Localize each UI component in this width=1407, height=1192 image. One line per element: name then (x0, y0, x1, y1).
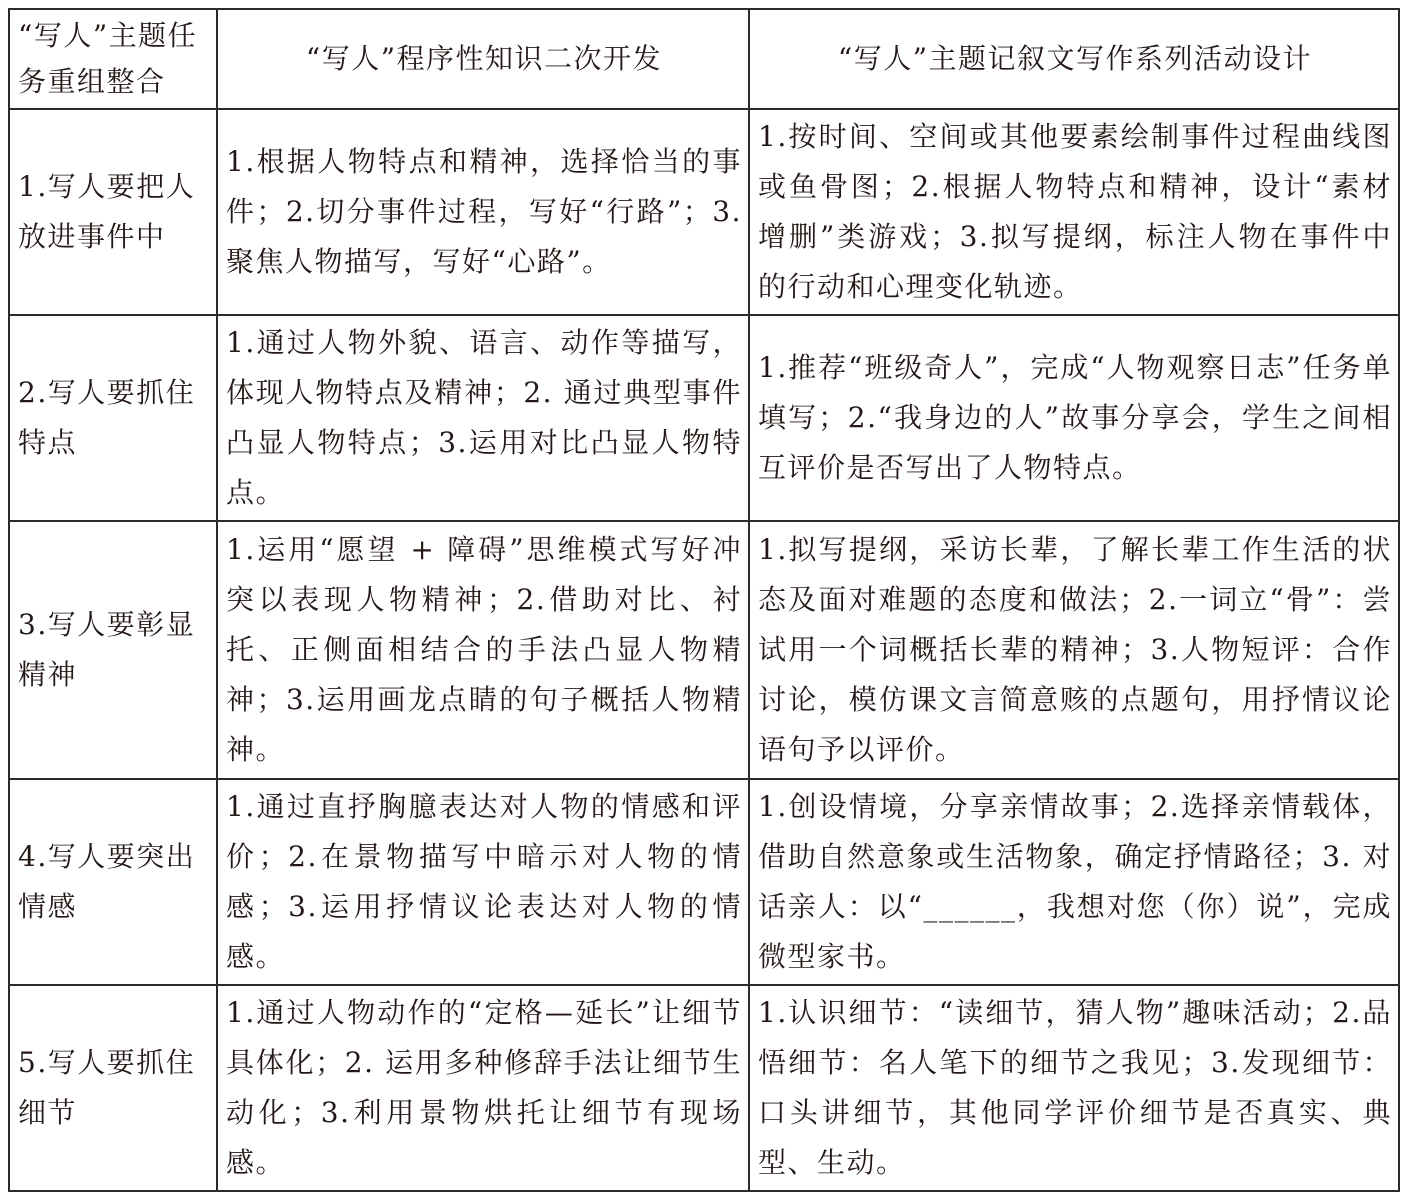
task-cell: 4.写人要突出情感 (9, 779, 217, 985)
activities-cell: 1.推荐“班级奇人”，完成“人物观察日志”任务单填写；2.“我身边的人”故事分享会，学生之间相互评价是否写出了人物特点。 (749, 315, 1399, 521)
table-row (9, 521, 1399, 779)
activities-cell: 1.认识细节：“读细节，猜人物”趣味活动；2.品悟细节：名人笔下的细节之我见；3.发现细节：口头讲细节，其他同学评价细节是否真实、典型、生动。 (749, 985, 1399, 1191)
table-row (9, 315, 1399, 521)
knowledge-cell: 1.通过人物外貌、语言、动作等描写，体现人物特点及精神；2. 通过典型事件凸显人物特点；3.运用对比凸显人物特点。 (217, 315, 749, 521)
task-cell: 2.写人要抓住特点 (9, 315, 217, 521)
activities-cell: 1.拟写提纲，采访长辈，了解长辈工作生活的状态及面对难题的态度和做法；2.一词立“骨”：尝试用一个词概括长辈的精神；3.人物短评：合作讨论，模仿课文言简意赅的点题句，用抒情议论语句予以评价。 (749, 521, 1399, 779)
knowledge-cell: 1.根据人物特点和精神，选择恰当的事件；2.切分事件过程，写好“行路”；3.聚焦人物描写，写好“心路”。 (217, 109, 749, 315)
table-row (9, 779, 1399, 985)
table-row (9, 109, 1399, 315)
header-procedural-knowledge: “写人”程序性知识二次开发 (217, 9, 749, 109)
table-header-row (9, 9, 1399, 109)
task-cell: 3.写人要彰显精神 (9, 521, 217, 779)
activities-cell: 1.创设情境，分享亲情故事；2.选择亲情载体，借助自然意象或生活物象，确定抒情路径；3. 对话亲人：以“______，我想对您（你）说”，完成微型家书。 (749, 779, 1399, 985)
task-cell: 5.写人要抓住细节 (9, 985, 217, 1191)
header-task-integration: “写人”主题任务重组整合 (9, 9, 217, 109)
knowledge-cell: 1.运用“愿望 + 障碍”思维模式写好冲突以表现人物精神；2.借助对比、衬托、正侧面相结合的手法凸显人物精神；3.运用画龙点睛的句子概括人物精神。 (217, 521, 749, 779)
writing-activity-table (8, 8, 1400, 1192)
header-activity-design: “写人”主题记叙文写作系列活动设计 (749, 9, 1399, 109)
task-cell: 1.写人要把人放进事件中 (9, 109, 217, 315)
activities-cell: 1.按时间、空间或其他要素绘制事件过程曲线图或鱼骨图；2.根据人物特点和精神，设计“素材增删”类游戏；3.拟写提纲，标注人物在事件中的行动和心理变化轨迹。 (749, 109, 1399, 315)
knowledge-cell: 1.通过人物动作的“定格—延长”让细节具体化；2. 运用多种修辞手法让细节生动化；3.利用景物烘托让细节有现场感。 (217, 985, 749, 1191)
table-row (9, 985, 1399, 1191)
knowledge-cell: 1.通过直抒胸臆表达对人物的情感和评价；2.在景物描写中暗示对人物的情感；3.运用抒情议论表达对人物的情感。 (217, 779, 749, 985)
